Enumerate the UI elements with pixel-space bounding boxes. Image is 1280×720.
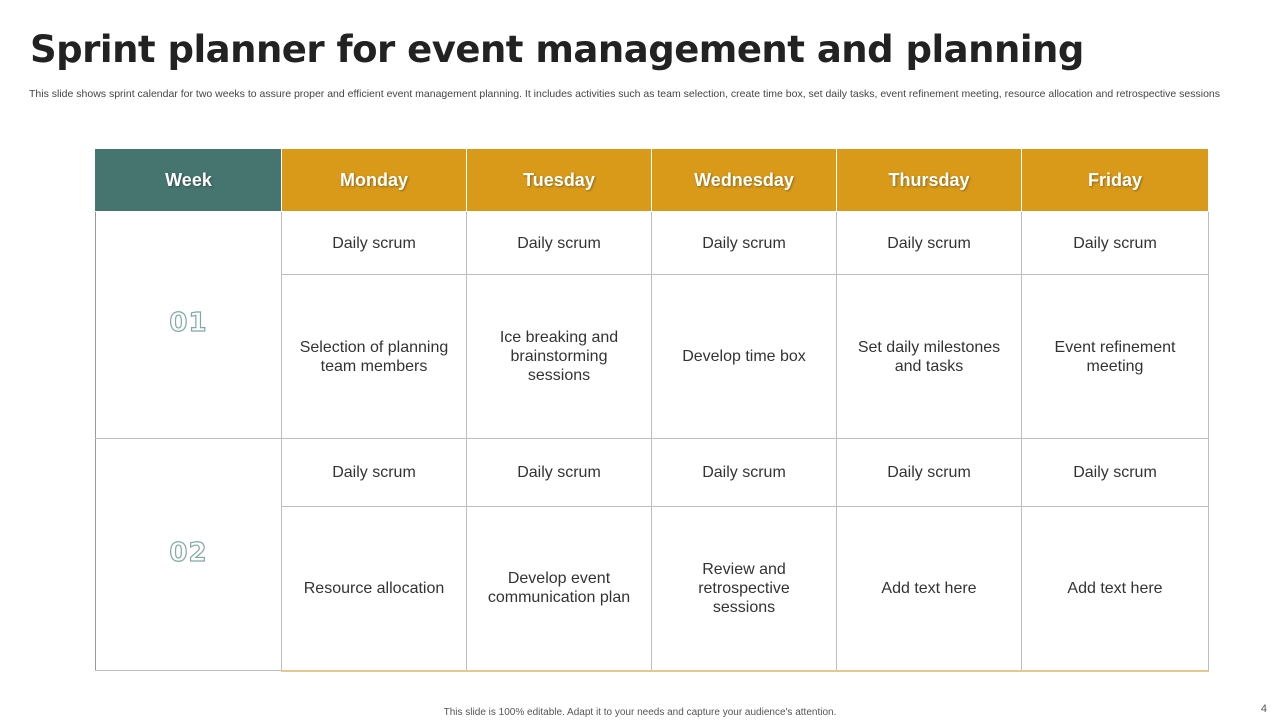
table-cell: Set daily milestones and tasks — [837, 275, 1022, 439]
table-cell: Add text here — [1022, 507, 1209, 671]
page-number: 4 — [1260, 703, 1267, 715]
table-cell: Review and retrospective sessions — [652, 507, 837, 671]
table-row — [96, 212, 1209, 275]
table-cell: Daily scrum — [837, 212, 1022, 275]
table-cell: Daily scrum — [652, 439, 837, 507]
header-tuesday: Tuesday — [467, 149, 652, 212]
table-cell: Develop time box — [652, 275, 837, 439]
header-wednesday: Wednesday — [652, 149, 837, 212]
table-cell: Selection of planning team members — [282, 275, 467, 439]
footer-note: This slide is 100% editable. Adapt it to your needs and capture your audience's attention. — [443, 707, 837, 718]
header-row — [96, 149, 1209, 212]
sprint-planner-table — [95, 148, 1209, 672]
header-week: Week — [96, 149, 282, 212]
table-cell: Daily scrum — [467, 439, 652, 507]
table-cell: Develop event communication plan — [467, 507, 652, 671]
table-cell: Event refinement meeting — [1022, 275, 1209, 439]
table-cell: Daily scrum — [467, 212, 652, 275]
table-cell: Daily scrum — [282, 212, 467, 275]
table-cell: Daily scrum — [1022, 212, 1209, 275]
table-cell: Resource allocation — [282, 507, 467, 671]
table-cell: Daily scrum — [1022, 439, 1209, 507]
table-cell: Ice breaking and brainstorming sessions — [467, 275, 652, 439]
table-cell: Daily scrum — [652, 212, 837, 275]
header-thursday: Thursday — [837, 149, 1022, 212]
week-number-cell — [96, 212, 282, 439]
week-number-label: 01 — [169, 308, 208, 338]
table-cell: Daily scrum — [837, 439, 1022, 507]
table-cell: Daily scrum — [282, 439, 467, 507]
slide-description: This slide shows sprint calendar for two weeks to assure proper and efficient event management planning. It includes activities such as team selection, create time box, set daily tasks, event refinement meeting, resource allocation and retrospective sessions — [29, 88, 1220, 100]
header-monday: Monday — [282, 149, 467, 212]
week-number-label: 02 — [169, 537, 208, 568]
week-number-cell — [96, 439, 282, 671]
header-friday: Friday — [1022, 149, 1209, 212]
page-title: Sprint planner for event management and planning — [30, 28, 1084, 71]
table-row — [96, 439, 1209, 507]
table-cell: Add text here — [837, 507, 1022, 671]
